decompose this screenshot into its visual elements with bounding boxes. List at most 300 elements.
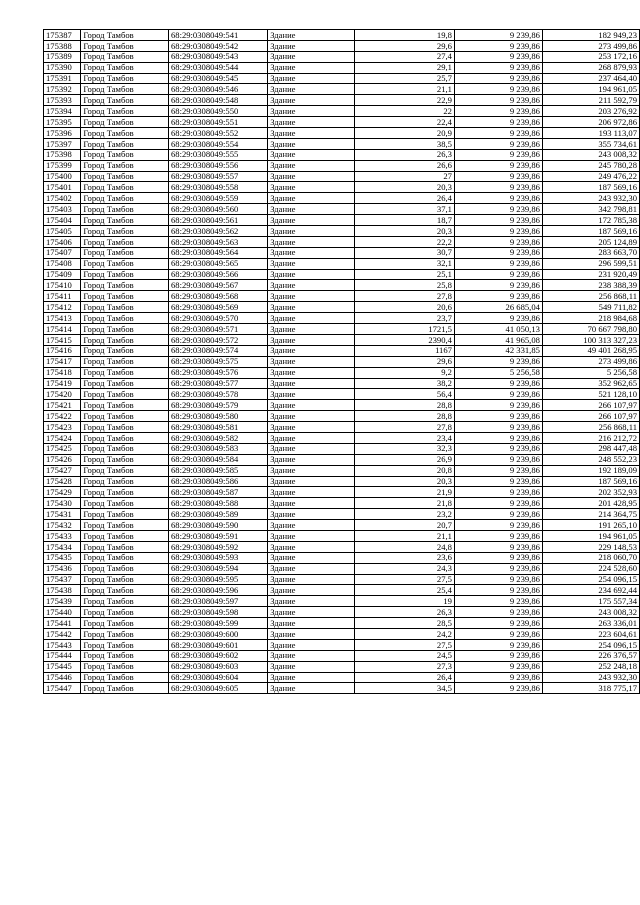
area-cell: 21,1 — [355, 530, 455, 541]
row-number-cell: 175415 — [44, 334, 81, 345]
object-type-cell: Здание — [268, 607, 355, 618]
area-cell: 32,3 — [355, 443, 455, 454]
cadastral-value-cell: 172 785,38 — [542, 215, 639, 226]
unit-value-cell: 9 239,86 — [454, 563, 542, 574]
unit-value-cell: 9 239,86 — [454, 509, 542, 520]
unit-value-cell: 42 331,85 — [454, 345, 542, 356]
object-type-cell: Здание — [268, 378, 355, 389]
locality-cell: Город Тамбов — [81, 563, 169, 574]
row-number-cell: 175392 — [44, 84, 81, 95]
unit-value-cell: 9 239,86 — [454, 498, 542, 509]
cadastral-number-cell: 68:29:0308049:581 — [168, 422, 267, 433]
unit-value-cell: 9 239,86 — [454, 422, 542, 433]
object-type-cell: Здание — [268, 138, 355, 149]
cadastral-number-cell: 68:29:0308049:585 — [168, 465, 267, 476]
area-cell: 26,3 — [355, 607, 455, 618]
locality-cell: Город Тамбов — [81, 367, 169, 378]
locality-cell: Город Тамбов — [81, 422, 169, 433]
cadastral-value-cell: 266 107,97 — [542, 411, 639, 422]
area-cell: 25,4 — [355, 585, 455, 596]
area-cell: 30,7 — [355, 247, 455, 258]
row-number-cell: 175393 — [44, 95, 81, 106]
table-row — [44, 639, 640, 650]
row-number-cell: 175423 — [44, 422, 81, 433]
cadastral-value-cell: 175 557,34 — [542, 596, 639, 607]
cadastral-number-cell: 68:29:0308049:570 — [168, 313, 267, 324]
table-row — [44, 476, 640, 487]
object-type-cell: Здание — [268, 269, 355, 280]
table-row — [44, 182, 640, 193]
cadastral-number-cell: 68:29:0308049:600 — [168, 628, 267, 639]
cadastral-number-cell: 68:29:0308049:558 — [168, 182, 267, 193]
cadastral-number-cell: 68:29:0308049:595 — [168, 574, 267, 585]
table-row — [44, 215, 640, 226]
locality-cell: Город Тамбов — [81, 487, 169, 498]
object-type-cell: Здание — [268, 160, 355, 171]
object-type-cell: Здание — [268, 356, 355, 367]
row-number-cell: 175398 — [44, 149, 81, 160]
cadastral-number-cell: 68:29:0308049:560 — [168, 204, 267, 215]
locality-cell: Город Тамбов — [81, 128, 169, 139]
cadastral-number-cell: 68:29:0308049:552 — [168, 128, 267, 139]
cadastral-value-cell: 49 401 268,95 — [542, 345, 639, 356]
unit-value-cell: 9 239,86 — [454, 432, 542, 443]
area-cell: 26,4 — [355, 193, 455, 204]
object-type-cell: Здание — [268, 574, 355, 585]
object-type-cell: Здание — [268, 149, 355, 160]
cadastral-value-cell: 211 592,79 — [542, 95, 639, 106]
cadastral-value-cell: 218 060,70 — [542, 552, 639, 563]
object-type-cell: Здание — [268, 585, 355, 596]
table-row — [44, 324, 640, 335]
area-cell: 1721,5 — [355, 324, 455, 335]
locality-cell: Город Тамбов — [81, 345, 169, 356]
object-type-cell: Здание — [268, 661, 355, 672]
area-cell: 20,3 — [355, 182, 455, 193]
locality-cell: Город Тамбов — [81, 672, 169, 683]
row-number-cell: 175443 — [44, 639, 81, 650]
object-type-cell: Здание — [268, 400, 355, 411]
unit-value-cell: 41 050,13 — [454, 324, 542, 335]
table-row — [44, 661, 640, 672]
table-row — [44, 334, 640, 345]
row-number-cell: 175431 — [44, 509, 81, 520]
cadastral-number-cell: 68:29:0308049:543 — [168, 51, 267, 62]
area-cell: 27,5 — [355, 639, 455, 650]
area-cell: 2390,4 — [355, 334, 455, 345]
locality-cell: Город Тамбов — [81, 411, 169, 422]
locality-cell: Город Тамбов — [81, 149, 169, 160]
cadastral-number-cell: 68:29:0308049:568 — [168, 291, 267, 302]
area-cell: 32,1 — [355, 258, 455, 269]
object-type-cell: Здание — [268, 432, 355, 443]
cadastral-value-cell: 298 447,48 — [542, 443, 639, 454]
unit-value-cell: 9 239,86 — [454, 226, 542, 237]
unit-value-cell: 9 239,86 — [454, 683, 542, 694]
table-row — [44, 650, 640, 661]
unit-value-cell: 9 239,86 — [454, 269, 542, 280]
cadastral-value-cell: 100 313 327,23 — [542, 334, 639, 345]
unit-value-cell: 26 685,04 — [454, 302, 542, 313]
table-row — [44, 356, 640, 367]
unit-value-cell: 9 239,86 — [454, 585, 542, 596]
row-number-cell: 175442 — [44, 628, 81, 639]
area-cell: 22 — [355, 106, 455, 117]
unit-value-cell: 9 239,86 — [454, 389, 542, 400]
cadastral-number-cell: 68:29:0308049:583 — [168, 443, 267, 454]
area-cell: 20,3 — [355, 226, 455, 237]
unit-value-cell: 9 239,86 — [454, 280, 542, 291]
table-row — [44, 138, 640, 149]
area-cell: 56,4 — [355, 389, 455, 400]
locality-cell: Город Тамбов — [81, 618, 169, 629]
cadastral-value-cell: 226 376,57 — [542, 650, 639, 661]
object-type-cell: Здание — [268, 650, 355, 661]
area-cell: 29,6 — [355, 356, 455, 367]
locality-cell: Город Тамбов — [81, 193, 169, 204]
cadastral-number-cell: 68:29:0308049:541 — [168, 30, 267, 41]
object-type-cell: Здание — [268, 291, 355, 302]
unit-value-cell: 9 239,86 — [454, 530, 542, 541]
row-number-cell: 175435 — [44, 552, 81, 563]
unit-value-cell: 9 239,86 — [454, 40, 542, 51]
unit-value-cell: 9 239,86 — [454, 171, 542, 182]
area-cell: 28,8 — [355, 411, 455, 422]
cadastral-value-cell: 268 879,93 — [542, 62, 639, 73]
row-number-cell: 175429 — [44, 487, 81, 498]
cadastral-number-cell: 68:29:0308049:582 — [168, 432, 267, 443]
table-row — [44, 422, 640, 433]
cadastral-number-cell: 68:29:0308049:565 — [168, 258, 267, 269]
table-row — [44, 160, 640, 171]
row-number-cell: 175433 — [44, 530, 81, 541]
cadastral-value-table — [43, 29, 640, 694]
locality-cell: Город Тамбов — [81, 541, 169, 552]
row-number-cell: 175418 — [44, 367, 81, 378]
unit-value-cell: 9 239,86 — [454, 138, 542, 149]
cadastral-value-cell: 243 008,32 — [542, 607, 639, 618]
object-type-cell: Здание — [268, 520, 355, 531]
unit-value-cell: 41 965,08 — [454, 334, 542, 345]
cadastral-number-cell: 68:29:0308049:554 — [168, 138, 267, 149]
cadastral-number-cell: 68:29:0308049:586 — [168, 476, 267, 487]
cadastral-number-cell: 68:29:0308049:556 — [168, 160, 267, 171]
cadastral-value-cell: 296 599,51 — [542, 258, 639, 269]
table-row — [44, 618, 640, 629]
object-type-cell: Здание — [268, 84, 355, 95]
table-row — [44, 95, 640, 106]
locality-cell: Город Тамбов — [81, 520, 169, 531]
locality-cell: Город Тамбов — [81, 585, 169, 596]
locality-cell: Город Тамбов — [81, 378, 169, 389]
object-type-cell: Здание — [268, 367, 355, 378]
cadastral-number-cell: 68:29:0308049:580 — [168, 411, 267, 422]
locality-cell: Город Тамбов — [81, 117, 169, 128]
row-number-cell: 175403 — [44, 204, 81, 215]
object-type-cell: Здание — [268, 313, 355, 324]
unit-value-cell: 9 239,86 — [454, 618, 542, 629]
locality-cell: Город Тамбов — [81, 530, 169, 541]
locality-cell: Город Тамбов — [81, 454, 169, 465]
row-number-cell: 175409 — [44, 269, 81, 280]
area-cell: 22,4 — [355, 117, 455, 128]
unit-value-cell: 9 239,86 — [454, 84, 542, 95]
locality-cell: Город Тамбов — [81, 400, 169, 411]
cadastral-number-cell: 68:29:0308049:590 — [168, 520, 267, 531]
unit-value-cell: 9 239,86 — [454, 160, 542, 171]
cadastral-number-cell: 68:29:0308049:601 — [168, 639, 267, 650]
unit-value-cell: 9 239,86 — [454, 313, 542, 324]
locality-cell: Город Тамбов — [81, 40, 169, 51]
unit-value-cell: 5 256,58 — [454, 367, 542, 378]
row-number-cell: 175439 — [44, 596, 81, 607]
area-cell: 25,7 — [355, 73, 455, 84]
unit-value-cell: 9 239,86 — [454, 607, 542, 618]
cadastral-value-cell: 203 276,92 — [542, 106, 639, 117]
table-row — [44, 628, 640, 639]
object-type-cell: Здание — [268, 563, 355, 574]
cadastral-value-cell: 234 692,44 — [542, 585, 639, 596]
cadastral-number-cell: 68:29:0308049:548 — [168, 95, 267, 106]
area-cell: 25,1 — [355, 269, 455, 280]
area-cell: 27,3 — [355, 661, 455, 672]
row-number-cell: 175396 — [44, 128, 81, 139]
cadastral-number-cell: 68:29:0308049:593 — [168, 552, 267, 563]
cadastral-number-cell: 68:29:0308049:562 — [168, 226, 267, 237]
cadastral-number-cell: 68:29:0308049:544 — [168, 62, 267, 73]
object-type-cell: Здание — [268, 95, 355, 106]
area-cell: 25,8 — [355, 280, 455, 291]
object-type-cell: Здание — [268, 618, 355, 629]
cadastral-value-cell: 205 124,89 — [542, 236, 639, 247]
locality-cell: Город Тамбов — [81, 389, 169, 400]
unit-value-cell: 9 239,86 — [454, 247, 542, 258]
locality-cell: Город Тамбов — [81, 62, 169, 73]
table-row — [44, 258, 640, 269]
row-number-cell: 175395 — [44, 117, 81, 128]
locality-cell: Город Тамбов — [81, 356, 169, 367]
area-cell: 27,8 — [355, 291, 455, 302]
row-number-cell: 175401 — [44, 182, 81, 193]
cadastral-value-cell: 253 172,16 — [542, 51, 639, 62]
locality-cell: Город Тамбов — [81, 226, 169, 237]
cadastral-value-cell: 223 604,61 — [542, 628, 639, 639]
object-type-cell: Здание — [268, 302, 355, 313]
table-row — [44, 541, 640, 552]
object-type-cell: Здание — [268, 106, 355, 117]
cadastral-value-cell: 342 798,81 — [542, 204, 639, 215]
cadastral-number-cell: 68:29:0308049:587 — [168, 487, 267, 498]
cadastral-value-cell: 252 248,18 — [542, 661, 639, 672]
unit-value-cell: 9 239,86 — [454, 204, 542, 215]
unit-value-cell: 9 239,86 — [454, 487, 542, 498]
area-cell: 26,9 — [355, 454, 455, 465]
locality-cell: Город Тамбов — [81, 138, 169, 149]
table-row — [44, 443, 640, 454]
area-cell: 21,1 — [355, 84, 455, 95]
row-number-cell: 175389 — [44, 51, 81, 62]
cadastral-number-cell: 68:29:0308049:551 — [168, 117, 267, 128]
row-number-cell: 175428 — [44, 476, 81, 487]
row-number-cell: 175427 — [44, 465, 81, 476]
cadastral-number-cell: 68:29:0308049:599 — [168, 618, 267, 629]
locality-cell: Город Тамбов — [81, 160, 169, 171]
object-type-cell: Здание — [268, 128, 355, 139]
row-number-cell: 175425 — [44, 443, 81, 454]
cadastral-value-cell: 254 096,15 — [542, 639, 639, 650]
object-type-cell: Здание — [268, 51, 355, 62]
table-row — [44, 574, 640, 585]
cadastral-value-cell: 5 256,58 — [542, 367, 639, 378]
table-row — [44, 149, 640, 160]
cadastral-value-cell: 352 962,65 — [542, 378, 639, 389]
area-cell: 18,7 — [355, 215, 455, 226]
table-row — [44, 367, 640, 378]
unit-value-cell: 9 239,86 — [454, 661, 542, 672]
row-number-cell: 175436 — [44, 563, 81, 574]
row-number-cell: 175437 — [44, 574, 81, 585]
table-row — [44, 73, 640, 84]
locality-cell: Город Тамбов — [81, 639, 169, 650]
area-cell: 27,5 — [355, 574, 455, 585]
unit-value-cell: 9 239,86 — [454, 672, 542, 683]
table-row — [44, 607, 640, 618]
row-number-cell: 175416 — [44, 345, 81, 356]
locality-cell: Город Тамбов — [81, 291, 169, 302]
row-number-cell: 175438 — [44, 585, 81, 596]
area-cell: 23,2 — [355, 509, 455, 520]
cadastral-value-cell: 521 128,10 — [542, 389, 639, 400]
row-number-cell: 175426 — [44, 454, 81, 465]
table-row — [44, 291, 640, 302]
locality-cell: Город Тамбов — [81, 171, 169, 182]
area-cell: 24,5 — [355, 650, 455, 661]
row-number-cell: 175434 — [44, 541, 81, 552]
locality-cell: Город Тамбов — [81, 269, 169, 280]
area-cell: 28,5 — [355, 618, 455, 629]
unit-value-cell: 9 239,86 — [454, 106, 542, 117]
row-number-cell: 175413 — [44, 313, 81, 324]
unit-value-cell: 9 239,86 — [454, 378, 542, 389]
cadastral-number-cell: 68:29:0308049:604 — [168, 672, 267, 683]
table-row — [44, 520, 640, 531]
cadastral-number-cell: 68:29:0308049:559 — [168, 193, 267, 204]
cadastral-value-cell: 191 265,10 — [542, 520, 639, 531]
row-number-cell: 175410 — [44, 280, 81, 291]
table-row — [44, 389, 640, 400]
area-cell: 23,4 — [355, 432, 455, 443]
cadastral-number-cell: 68:29:0308049:597 — [168, 596, 267, 607]
locality-cell: Город Тамбов — [81, 204, 169, 215]
area-cell: 38,2 — [355, 378, 455, 389]
object-type-cell: Здание — [268, 552, 355, 563]
table-row — [44, 247, 640, 258]
object-type-cell: Здание — [268, 411, 355, 422]
row-number-cell: 175419 — [44, 378, 81, 389]
row-number-cell: 175432 — [44, 520, 81, 531]
row-number-cell: 175421 — [44, 400, 81, 411]
area-cell: 19,8 — [355, 30, 455, 41]
table-row — [44, 454, 640, 465]
unit-value-cell: 9 239,86 — [454, 443, 542, 454]
row-number-cell: 175422 — [44, 411, 81, 422]
row-number-cell: 175441 — [44, 618, 81, 629]
cadastral-value-cell: 206 972,86 — [542, 117, 639, 128]
cadastral-value-cell: 194 961,05 — [542, 530, 639, 541]
table-row — [44, 269, 640, 280]
area-cell: 21,8 — [355, 498, 455, 509]
unit-value-cell: 9 239,86 — [454, 117, 542, 128]
object-type-cell: Здание — [268, 226, 355, 237]
locality-cell: Город Тамбов — [81, 476, 169, 487]
row-number-cell: 175388 — [44, 40, 81, 51]
unit-value-cell: 9 239,86 — [454, 149, 542, 160]
area-cell: 22,2 — [355, 236, 455, 247]
row-number-cell: 175387 — [44, 30, 81, 41]
area-cell: 1167 — [355, 345, 455, 356]
object-type-cell: Здание — [268, 62, 355, 73]
cadastral-value-cell: 254 096,15 — [542, 574, 639, 585]
unit-value-cell: 9 239,86 — [454, 639, 542, 650]
table-row — [44, 509, 640, 520]
area-cell: 23,6 — [355, 552, 455, 563]
cadastral-number-cell: 68:29:0308049:594 — [168, 563, 267, 574]
area-cell: 24,3 — [355, 563, 455, 574]
cadastral-number-cell: 68:29:0308049:563 — [168, 236, 267, 247]
area-cell: 20,9 — [355, 128, 455, 139]
cadastral-value-cell: 318 775,17 — [542, 683, 639, 694]
row-number-cell: 175430 — [44, 498, 81, 509]
table-row — [44, 465, 640, 476]
unit-value-cell: 9 239,86 — [454, 236, 542, 247]
locality-cell: Город Тамбов — [81, 509, 169, 520]
cadastral-value-cell: 70 667 798,80 — [542, 324, 639, 335]
locality-cell: Город Тамбов — [81, 302, 169, 313]
row-number-cell: 175394 — [44, 106, 81, 117]
unit-value-cell: 9 239,86 — [454, 51, 542, 62]
table-row — [44, 585, 640, 596]
object-type-cell: Здание — [268, 30, 355, 41]
unit-value-cell: 9 239,86 — [454, 650, 542, 661]
locality-cell: Город Тамбов — [81, 661, 169, 672]
object-type-cell: Здание — [268, 498, 355, 509]
cadastral-value-cell: 273 499,86 — [542, 356, 639, 367]
cadastral-number-cell: 68:29:0308049:566 — [168, 269, 267, 280]
table-row — [44, 683, 640, 694]
row-number-cell: 175412 — [44, 302, 81, 313]
locality-cell: Город Тамбов — [81, 443, 169, 454]
row-number-cell: 175397 — [44, 138, 81, 149]
locality-cell: Город Тамбов — [81, 280, 169, 291]
unit-value-cell: 9 239,86 — [454, 574, 542, 585]
object-type-cell: Здание — [268, 215, 355, 226]
object-type-cell: Здание — [268, 236, 355, 247]
locality-cell: Город Тамбов — [81, 215, 169, 226]
unit-value-cell: 9 239,86 — [454, 454, 542, 465]
cadastral-number-cell: 68:29:0308049:596 — [168, 585, 267, 596]
locality-cell: Город Тамбов — [81, 334, 169, 345]
row-number-cell: 175414 — [44, 324, 81, 335]
locality-cell: Город Тамбов — [81, 95, 169, 106]
area-cell: 9,2 — [355, 367, 455, 378]
object-type-cell: Здание — [268, 596, 355, 607]
object-type-cell: Здание — [268, 280, 355, 291]
cadastral-number-cell: 68:29:0308049:589 — [168, 509, 267, 520]
unit-value-cell: 9 239,86 — [454, 465, 542, 476]
cadastral-value-cell: 245 780,28 — [542, 160, 639, 171]
cadastral-number-cell: 68:29:0308049:542 — [168, 40, 267, 51]
cadastral-value-cell: 202 352,93 — [542, 487, 639, 498]
